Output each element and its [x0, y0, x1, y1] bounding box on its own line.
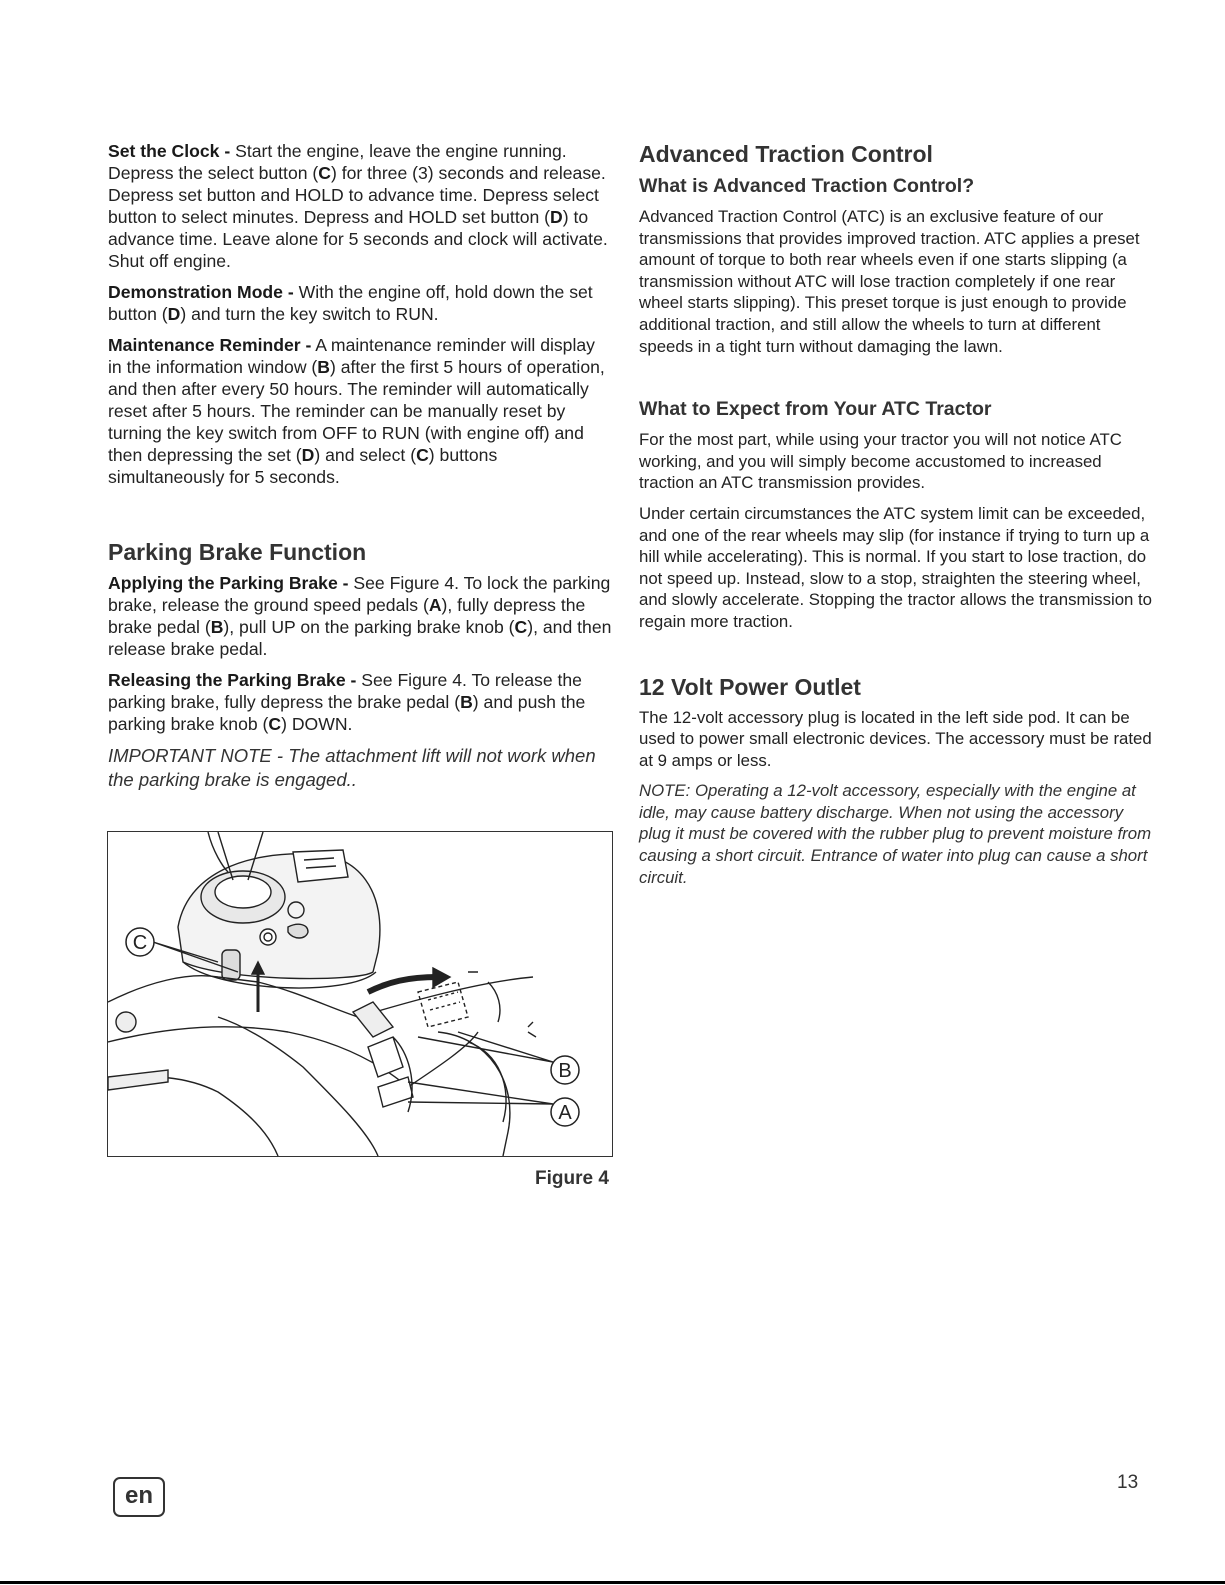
set-clock-title: Set the Clock -	[108, 141, 231, 161]
svg-text:B: B	[558, 1060, 572, 1082]
svg-text:A: A	[558, 1102, 572, 1124]
maintenance-text: A maintenance reminder will display in the information window (	[108, 335, 595, 377]
maintenance-text: ) after the first 5 hours of operation, and then after every 50 hours. The reminder will automatically reset after 5 hours. The reminder can be manually reset by turning the key switch from OFF to RUN (with engine off) and then depressing the set (	[108, 357, 605, 465]
atc-heading: Advanced Traction Control	[639, 141, 933, 167]
page-number: 13	[1117, 1472, 1139, 1493]
set-clock-text: ) to advance time. Leave alone for 5 seconds and clock will activate. Shut off engine.	[108, 207, 608, 271]
expect-paragraph-2: Under certain circumstances the ATC system limit can be exceeded, and one of the rear wheels may slip (for instance if trying to turn up a hill while accelerating). This is normal. If you start to lose traction, do not speed up. Instead, slow to a stop, straighten the steering wheel, and slowly accelerate. Stopping the tractor allows the transmission to regain more traction.	[639, 503, 1153, 631]
releasing-brake-title: Releasing the Parking Brake -	[108, 670, 357, 690]
letter-ref: C	[514, 617, 528, 637]
language-badge: en	[113, 1477, 165, 1517]
set-clock-paragraph	[108, 140, 613, 272]
power-outlet-heading: 12 Volt Power Outlet	[639, 673, 861, 700]
parking-brake-heading: Parking Brake Function	[108, 539, 367, 565]
tractor-brake-illustration	[108, 832, 612, 1156]
maintenance-title: Maintenance Reminder -	[108, 335, 312, 355]
demo-mode-text: ) and turn the key switch to RUN.	[180, 304, 439, 324]
set-clock-text: Start the engine, leave the engine running. Depress the select button (	[108, 141, 567, 183]
letter-ref: A	[428, 595, 442, 615]
callout-c	[126, 928, 154, 956]
applying-text: See Figure 4. To lock the parking brake, release the ground speed pedals (	[108, 573, 611, 615]
demo-mode-title: Demonstration Mode -	[108, 282, 294, 302]
letter-ref: C	[318, 163, 331, 183]
releasing-brake-paragraph	[108, 669, 613, 735]
letter-ref: B	[460, 692, 473, 712]
figure-4-illustration	[107, 831, 613, 1157]
svg-text:C: C	[132, 932, 148, 954]
power-outlet-text: The 12-volt accessory plug is located in the left side pod. It can be used to power small electronic devices. The accessory must be rated at 9 amps or less.	[639, 707, 1152, 770]
letter-ref: B	[317, 357, 330, 377]
releasing-text: ) and push the parking brake knob (	[108, 692, 586, 734]
applying-text: ), fully depress the brake pedal (	[108, 595, 586, 637]
callout-a	[551, 1098, 579, 1126]
letter-ref: D	[301, 445, 315, 465]
releasing-text: ) DOWN.	[281, 714, 353, 734]
power-outlet-note: NOTE: Operating a 12-volt accessory, especially with the engine at idle, may cause battery discharge. When not using the accessory plug it must be covered with the rubber plug to prevent moisture from causing a short circuit. Entrance of water into plug can cause a short circuit.	[639, 781, 1152, 887]
applying-brake-paragraph	[108, 572, 613, 660]
letter-ref: C	[268, 714, 282, 734]
applying-text: ), pull UP on the parking brake knob (	[223, 617, 515, 637]
applying-brake-title: Applying the Parking Brake -	[108, 573, 349, 593]
important-note: IMPORTANT NOTE - The attachment lift will not work when the parking brake is engaged..	[108, 745, 596, 790]
expect-paragraph-1: For the most part, while using your tractor you will not notice ATC working, and you will simply become accustomed to increased traction an ATC transmission provides.	[639, 430, 1122, 493]
letter-ref: B	[210, 617, 224, 637]
letter-ref: C	[416, 445, 429, 465]
bottom-rule	[0, 1581, 1225, 1584]
figure-caption: Figure 4	[535, 1168, 609, 1189]
applying-text: ), and then release brake pedal.	[108, 617, 612, 659]
letter-ref: D	[167, 304, 181, 324]
maintenance-text: ) buttons simultaneously for 5 seconds.	[108, 445, 498, 487]
left-column	[108, 140, 613, 801]
right-column	[639, 140, 1154, 897]
what-is-atc-text: Advanced Traction Control (ATC) is an exclusive feature of our transmissions that provides improved traction. ATC applies a preset amount of torque to both rear wheels even if one starts slipping (a transmission without ATC will lose traction completely if one rear wheel starts slipping). This preset torque is just enough to provide additional traction, and still allow the wheels to turn at different speeds in a tight turn without damaging the lawn.	[639, 207, 1140, 356]
letter-ref: D	[550, 207, 563, 227]
callout-b	[551, 1056, 579, 1084]
maintenance-paragraph	[108, 334, 613, 488]
demo-mode-text: With the engine off, hold down the set button (	[108, 282, 593, 324]
maintenance-text: ) and select (	[314, 445, 417, 465]
what-is-atc-heading: What is Advanced Traction Control?	[639, 175, 975, 197]
set-clock-text: ) for three (3) seconds and release. Depress set button and HOLD to advance time. Depress select button to select minutes. Depress and HOLD set button (	[108, 163, 606, 227]
demo-mode-paragraph	[108, 281, 613, 325]
expect-heading: What to Expect from Your ATC Tractor	[639, 398, 992, 421]
releasing-text: See Figure 4. To release the parking brake, fully depress the brake pedal (	[108, 670, 582, 712]
